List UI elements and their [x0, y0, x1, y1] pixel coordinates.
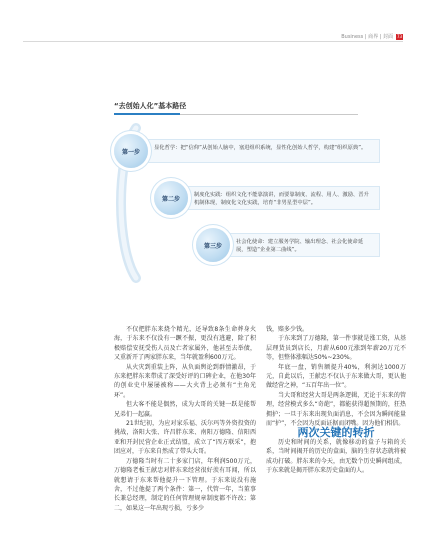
article-paragraph: 于东来到了万德隆，第一件事就是涨工资，从基层理货员到店长，月薪从600元涨到年薪20万元不等，但整体涨幅达50%~230%。	[266, 335, 406, 362]
section-title: “去创始人化”基本路径	[114, 102, 187, 110]
title-divider-rule	[180, 114, 358, 115]
step-2-text: 制度化实践：组织文化不能靠演讲，而要靠制度、流程、用人、激励、晋升机制体现，制度化文化实践，培育“非男星型中层”。	[194, 192, 369, 206]
step-2-label: 第二步	[161, 195, 180, 203]
article-paragraph: 但大客不能是偶然，成为大哥的关键一跃是能帮兄弟们一起赢。	[114, 401, 256, 418]
article-left-column	[114, 325, 256, 513]
page-header	[341, 33, 403, 40]
step-1-bar	[140, 139, 380, 163]
page-number-badge: 73	[396, 33, 403, 39]
article-paragraph: 万德隆当时有二十多家门店，年利润500万元，万德隆老板王献忠对胖东来经营很好羡有耳闻，所以就想请于东来帮他提升一下管理。于东来说没有施舍，不过他提了两个条件：第一，代管一年，当董事长兼总经理，制定的任何管理规章制度都不许改；第二，如果这一年出现亏损，亏多少	[114, 457, 256, 512]
step-2-bar	[180, 186, 380, 210]
header-rule	[23, 41, 403, 42]
article-paragraph: 历史和时间的关系，就像移动的盒子与箱的关系，当时间揭开的历史的盒面，脑的生存状态就将被成功打破。胖东来的今天，由无数个历史瞬间组成，于东来就是揭开胖东来历史盒面的人。	[266, 438, 406, 475]
magazine-name: Business | 商界 | 封面	[341, 34, 393, 40]
article-paragraph: 从火灾到重装上阵，从负面舆论到群情激昂，于东来把胖东来带成了深受好评的口碑企业，在他30年的创业史中屡屡被称——大火背上必须有“主角光环”。	[114, 363, 256, 399]
article-right-column	[266, 325, 406, 476]
article-paragraph: 21世纪初，为应对家乐福、沃尔玛等外资投资的挑战，洛阳大张、许昌胖东来、南阳万德隆、信阳西亚和开封民营企业正式结盟，成立了“四方联采”，抱团应对，于东来自然成了带头大哥。	[114, 420, 256, 456]
article-paragraph: 当大哥和经营大哥是两条逻辑，无论于东来的管理，经营模式多么“奇葩”，都能获得超预期的，狂热拥护；一旦于东来出现负面消息，不会因为瞬间能量而“护”，不会因为反面证据而闭嘴。因为他们相信。	[266, 391, 406, 428]
step-2-circle	[154, 181, 188, 215]
step-3-text: 社会化使命：建立服务学院、输出理念、社会化使命延展，塑造“企业第二曲线”。	[236, 239, 364, 253]
article-paragraph: 不仅把胖东来烧个精光，还导致8条生命葬身火海，于东来不仅没有一蹶不振，更没有逃避，除了积极赔偿安抚受伤人员及亡者家属外，他甚至去举债，又重新开了两家胖东来，当年就盈利600万元。	[114, 326, 256, 362]
step-3-label: 第三步	[203, 242, 222, 250]
step-1-circle	[114, 134, 148, 168]
article-subheading: 两次关键的转折	[297, 426, 375, 440]
step-1-text: 显化哲学：把“信仰”从创始人脑中，塞进组织系统，显性化创始人哲学，构建“组织原典”。	[154, 145, 367, 151]
step-3-bar	[222, 233, 380, 257]
step-3-circle	[196, 228, 230, 262]
title-accent-rule	[114, 113, 180, 115]
step-1-label: 第一步	[121, 148, 140, 156]
article-paragraph: 钱，赔多少钱。	[266, 326, 309, 333]
article-paragraph: 年底一盘，销售额提升40%，利润达1000万元，自此以后，王献忠不仅认于东来做大哥，更认他做经营之神，“五百年出一位”。	[266, 363, 406, 390]
